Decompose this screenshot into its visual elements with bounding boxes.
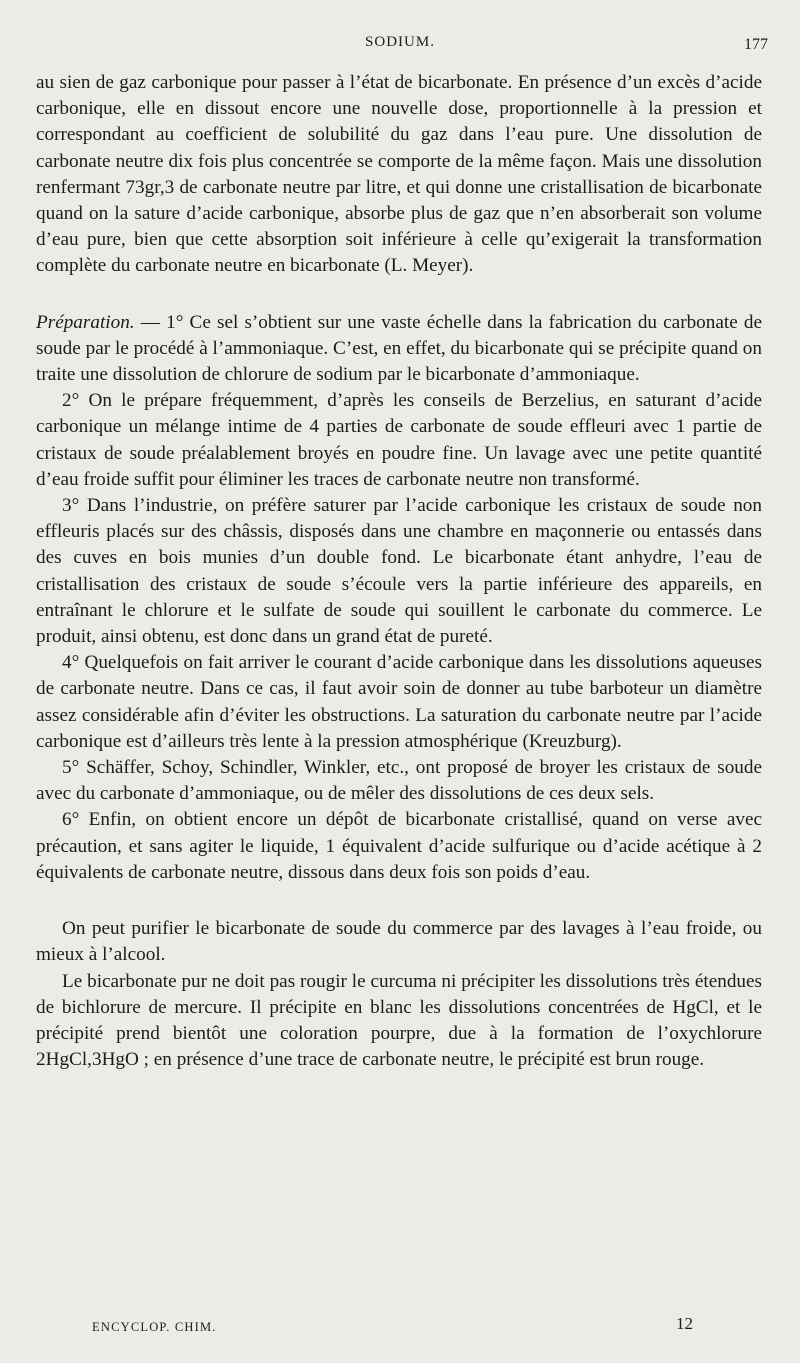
running-head	[0, 34, 800, 56]
paragraph-purity-test	[36, 969, 762, 1074]
paragraph-text: 6° Enfin, on obtient encore un dépôt de bicarbonate cristallisé, quand on verse avec précaution, et sans agiter le liquide, 1 équivalent d’acide sulfurique ou d’acide acétique à 2 équivalents de carbonate neutre, dissous dans deux fois son poids d’eau.	[36, 809, 762, 883]
footer-signature-number: 12	[676, 1314, 693, 1333]
running-title: SODIUM.	[365, 34, 435, 50]
body-text	[36, 70, 762, 1073]
paragraph-text: On peut purifier le bicarbonate de soude du commerce par des lavages à l’eau froide, ou mieux à l’alcool.	[36, 918, 762, 966]
paragraph-preparation	[36, 310, 762, 389]
paragraph-method-6	[36, 807, 762, 886]
paragraph-text: au sien de gaz carbonique pour passer à l’état de bicarbonate. En présence d’un excès d’acide carbonique, elle en dissout encore une nouvelle dose, proportionnelle à la pression et correspondant au coefficient de solubilité du gaz dans l’eau pure. Une dissolution de carbonate neutre dix fois plus concentrée se comporte de la même façon. Mais une dissolution renfermant 73gr,3 de carbonate neutre par litre, et qui donne une cristallisation de bicarbonate quand on la sature d’acide carbonique, absorbe plus de gaz que n’en absorberait son volume d’eau pure, bien que cette absorption soit inférieure à celle qu’exigerait la transformation complète du carbonate neutre en bicarbonate (L. Meyer).	[36, 72, 762, 277]
paragraph-text: 5° Schäffer, Schoy, Schindler, Winkler, etc., ont proposé de broyer les cristaux de soude avec du carbonate d’ammoniaque, ou de mêler des dissolutions de ces deux sels.	[36, 757, 762, 805]
page-number: 177	[744, 36, 768, 53]
paragraph-method-2	[36, 388, 762, 493]
paragraph-text: 2° On le prépare fréquemment, d’après les conseils de Berzelius, en saturant d’acide carbonique un mélange intime de 4 parties de carbonate de soude effleuri avec 1 partie de cristaux de soude préalablement broyés en poudre fine. Un lavage avec une petite quantité d’eau froide suffit pour éliminer les traces de carbonate neutre non transformé.	[36, 390, 762, 490]
paragraph-method-4	[36, 650, 762, 755]
paragraph-text: Le bicarbonate pur ne doit pas rougir le curcuma ni précipiter les dissolutions très étendues de bichlorure de mercure. Il précipite en blanc les dissolutions concentrées de HgCl, et le précipité prend bientôt une coloration pourpre, due à la formation de l’oxychlorure 2HgCl,3HgO ; en présence d’une trace de carbonate neutre, le précipité est brun rouge.	[36, 970, 762, 1071]
paragraph-text: — 1° Ce sel s’obtient sur une vaste échelle dans la fabrication du carbonate de soude par le procédé à l’ammoniaque. C’est, en effet, du bicarbonate qui se précipite quand on traite une dissolution de chlorure de sodium par le bicarbonate d’ammoniaque.	[36, 311, 762, 386]
paragraph-method-3	[36, 493, 762, 650]
footer-signature-text: ENCYCLOP. CHIM.	[92, 1320, 217, 1334]
paragraph-continuation	[36, 70, 762, 280]
paragraph-method-5	[36, 755, 762, 807]
paragraph-text: 3° Dans l’industrie, on préfère saturer par l’acide carbonique les cristaux de soude non effleuris placés sur des châssis, disposés dans une chambre en maçonnerie ou entassés dans des cuves en bois munies d’un double fond. Le bicarbonate étant anhydre, l’eau de cristallisation des cristaux de soude s’écoule vers la partie inférieure des appareils, en entraînant le chlorure et le sulfate de soude qui souillent le carbonate du commerce. Le produit, ainsi obtenu, est donc dans un grand état de pureté.	[36, 495, 762, 648]
page-footer	[0, 1314, 800, 1338]
paragraph-text: 4° Quelquefois on fait arriver le courant d’acide carbonique dans les dissolutions aqueuses de carbonate neutre. Dans ce cas, il faut avoir soin de donner au tube barboteur un diamètre assez considérable afin d’éviter les obstructions. La saturation du carbonate neutre par l’acide carbonique est d’ailleurs très lente à la pression atmosphérique (Kreuzburg).	[36, 652, 762, 752]
section-heading: Préparation.	[36, 311, 135, 333]
paragraph-purification	[36, 916, 762, 968]
